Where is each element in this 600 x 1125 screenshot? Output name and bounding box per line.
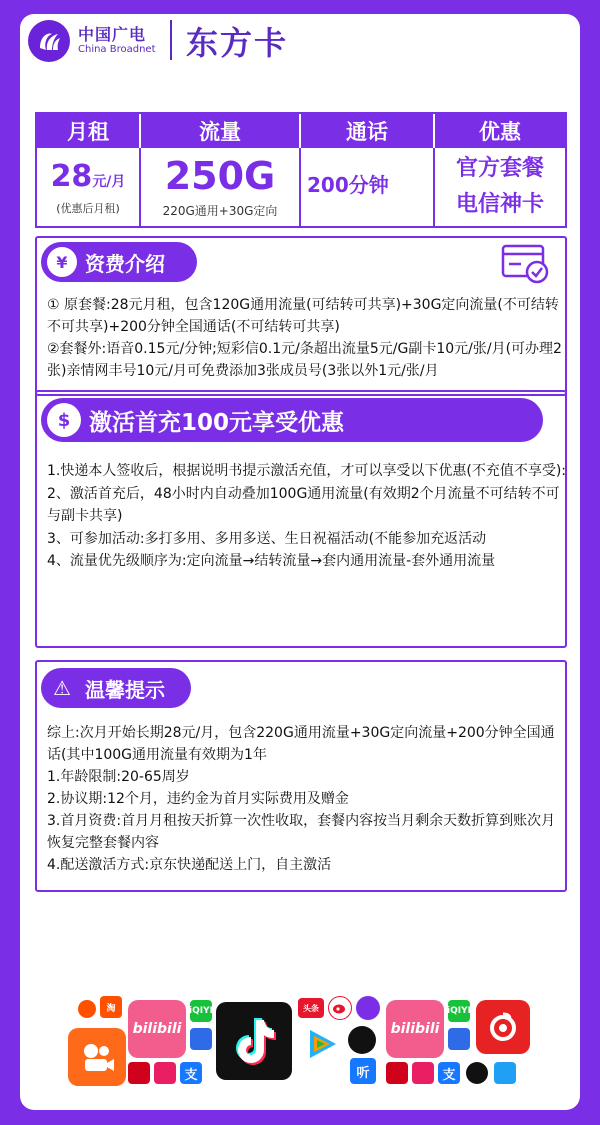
iqiyi-icon-2: iQIYI	[448, 1000, 470, 1022]
voice-value: 200分钟	[307, 172, 389, 197]
promo-line-2: 电信神卡	[455, 192, 544, 217]
fee-intro-heading	[41, 242, 197, 282]
brand-name-cn: 中国广电	[78, 25, 147, 44]
douyin-icon	[216, 1002, 292, 1080]
iqiyi-icon: iQIYI	[190, 1000, 212, 1022]
brand-name-en: China Broadnet	[78, 44, 156, 55]
activation-line-3: 3、可参加活动:多打多用、多用多送、生日祝福活动(不能参加充返活动	[47, 530, 487, 547]
activation-title: 激活首充100元享受优惠	[89, 409, 345, 436]
cctv-icon	[190, 1028, 212, 1050]
cctv-icon-2	[448, 1028, 470, 1050]
location-pin-icon	[78, 1000, 96, 1018]
tips-section	[35, 660, 567, 892]
header-promo: 优惠	[479, 120, 521, 144]
tips-line-3: 2.协议期:12个月，违约金为首月实际费用及赠金	[47, 791, 349, 807]
fee-line-1: ① 原套餐:28元月租，包含120G通用流量(可结转可共享)+30G定向流量(不可结转不可共享)+200分钟全国通话(不可结转可共享)	[47, 297, 559, 335]
fee-intro-section	[35, 236, 567, 396]
tips-line-2: 1.年龄限制:20-65周岁	[47, 769, 190, 785]
weibo-icon	[328, 996, 352, 1020]
promo-card	[20, 14, 580, 1110]
china-unicom-icon-2	[386, 1062, 408, 1084]
mgtv-icon	[154, 1062, 176, 1084]
coin-refresh-icon: $	[47, 403, 81, 437]
novel-reader-icon	[356, 996, 380, 1020]
activation-text	[47, 460, 567, 573]
bilibili-icon-2: bilibili	[386, 1000, 444, 1058]
plan-table-body	[37, 148, 565, 226]
data-cell	[141, 148, 301, 226]
app-icons-strip	[20, 992, 580, 1100]
activation-line-4: 4、流量优先级顺序为:定向流量→结转流量→套内通用流量-套外通用流量	[47, 553, 496, 569]
mgtv-icon-2	[412, 1062, 434, 1084]
audio-listen-icon: 听	[350, 1058, 376, 1084]
rent-note: (优惠后月租)	[56, 201, 120, 215]
china-broadnet-logo-icon	[28, 20, 70, 62]
tencent-video-icon	[302, 1024, 342, 1064]
fee-intro-title: 资费介绍	[85, 251, 165, 276]
taobao-icon: 淘	[100, 996, 122, 1018]
promo-cell	[435, 148, 565, 226]
promo-line-1: 官方套餐	[455, 156, 544, 181]
activation-line-1: 1.快递本人签收后，根据说明书提示激活充值，才可以享受以下优惠(不充值不享受):	[47, 463, 566, 479]
bill-check-icon	[501, 240, 551, 284]
tips-title: 温馨提示	[85, 677, 165, 702]
tips-heading	[41, 668, 191, 708]
share-arrow-icon	[494, 1062, 516, 1084]
china-unicom-icon	[128, 1062, 150, 1084]
fee-intro-text	[47, 294, 563, 382]
plan-table-header	[37, 114, 565, 148]
activation-line-2: 2、激活首充后，48小时内自动叠加100G通用流量(有效期2个月流量不可结转不可与副卡共享)	[47, 485, 560, 524]
header-data: 流量	[141, 114, 301, 148]
activation-heading	[41, 398, 543, 442]
header-rent: 月租	[37, 114, 141, 148]
header-divider	[170, 20, 172, 60]
tips-text	[47, 722, 563, 876]
voice-cell	[301, 148, 435, 226]
kuaishou-icon	[68, 1028, 126, 1086]
fee-line-2: ②套餐外:语音0.15元/分钟;短彩信0.1元/条超出流量5元/G副卡10元/张/月(可办理2张)亲情网丰号10元/月可免费添加3张成员号(3张以外1元/张/月	[47, 341, 562, 379]
tips-line-5: 4.配送激活方式:京东快递配送上门，自主激活	[47, 857, 332, 873]
activation-section	[35, 390, 567, 648]
bilibili-icon: bilibili	[128, 1000, 186, 1058]
rent-cell	[37, 148, 141, 226]
card-title: 东方卡	[186, 24, 289, 62]
alipay-icon: 支	[180, 1062, 202, 1084]
music-disc-icon	[348, 1026, 376, 1054]
qq-icon	[466, 1062, 488, 1084]
warning-icon: ⚠	[53, 676, 71, 700]
data-note: 220G通用+30G定向	[162, 203, 278, 218]
header	[20, 14, 580, 106]
yen-icon: ¥	[47, 247, 77, 277]
netease-music-icon	[476, 1000, 530, 1054]
plan-table	[35, 112, 567, 228]
rent-unit: 元/月	[92, 173, 126, 190]
tips-line-1: 综上:次月开始长期28元/月，包含220G通用流量+30G定向流量+200分钟全国通话(其中100G通用流量有效期为1年	[47, 725, 555, 763]
data-value: 250G	[164, 153, 276, 198]
header-voice: 通话	[301, 114, 435, 148]
tips-line-4: 3.首月资费:首月月租按天折算一次性收取，套餐内容按当月剩余天数折算到账次月恢复完整套餐内容	[47, 813, 556, 851]
toutiao-icon: 头条	[298, 998, 324, 1018]
alipay-icon-2: 支	[438, 1062, 460, 1084]
rent-value: 28	[50, 158, 93, 194]
